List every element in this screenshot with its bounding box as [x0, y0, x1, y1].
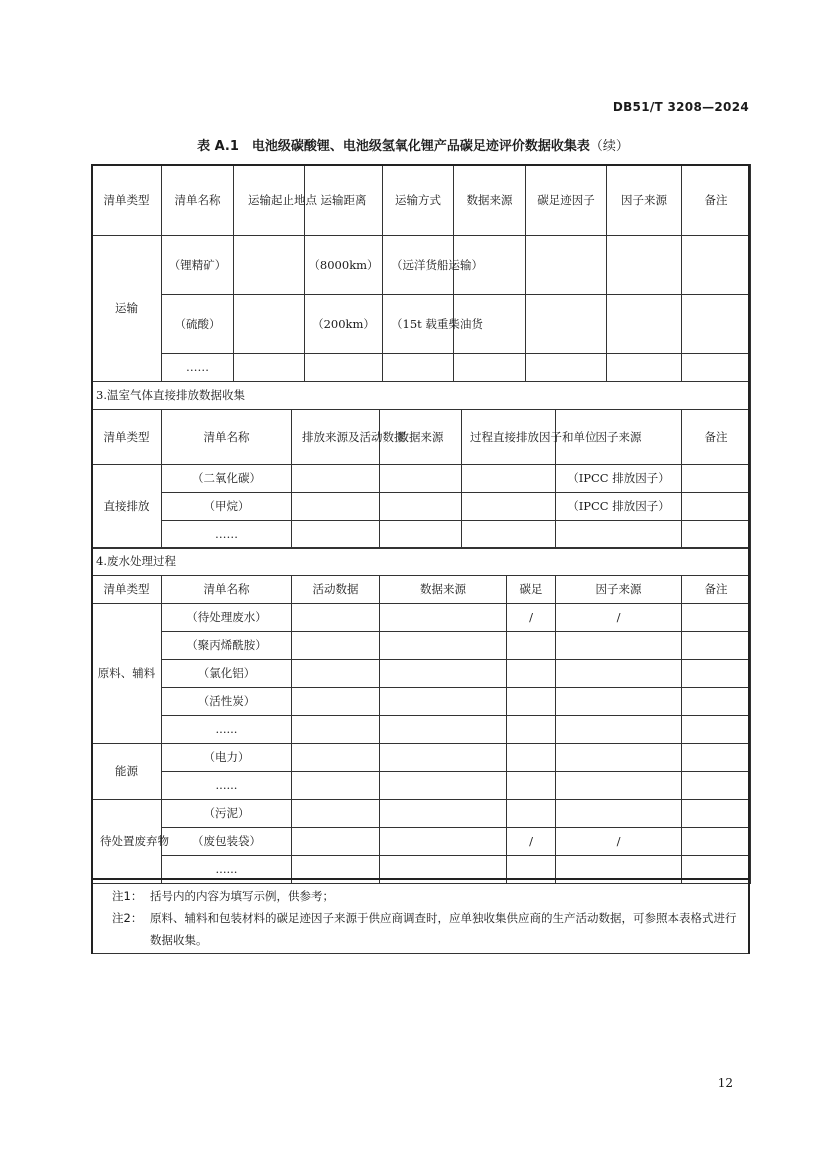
header-cell: 因子来源 — [556, 576, 682, 604]
list-type-cell: 运输 — [92, 236, 162, 382]
empty-cell — [682, 828, 751, 856]
empty-cell — [292, 465, 380, 493]
empty-cell — [380, 604, 507, 632]
table-row — [92, 354, 751, 382]
list-name-cell: （甲烷） — [162, 493, 292, 521]
header-cell: 数据来源 — [380, 410, 462, 465]
empty-cell — [682, 772, 751, 800]
empty-cell — [556, 716, 682, 744]
table-row — [92, 744, 751, 772]
empty-cell — [234, 236, 305, 295]
list-name-cell: （聚丙烯酰胺） — [162, 632, 292, 660]
empty-cell — [305, 354, 383, 382]
empty-cell — [682, 660, 751, 688]
wastewater-header-row — [92, 576, 751, 604]
empty-cell — [556, 521, 682, 549]
table-row — [92, 236, 751, 295]
list-name-cell: ...... — [162, 772, 292, 800]
empty-cell — [292, 716, 380, 744]
empty-cell — [556, 632, 682, 660]
table-row — [92, 632, 751, 660]
empty-cell — [462, 521, 556, 549]
header-cell: 因子来源 — [607, 165, 682, 236]
empty-cell — [462, 465, 556, 493]
empty-cell — [556, 772, 682, 800]
note-text: 原料、辅料和包装材料的碳足迹因子来源于供应商调查时，应单独收集供应商的生产活动数据，可参照本表格式进行数据收集。 — [150, 911, 737, 947]
ghg-table — [91, 381, 751, 549]
section-title: 4.废水处理过程 — [92, 548, 751, 576]
header-cell: 清单名称 — [162, 410, 292, 465]
empty-cell — [682, 688, 751, 716]
empty-cell — [526, 295, 607, 354]
empty-cell — [292, 521, 380, 549]
header-cell: 过程直接排放因子和单位 — [462, 410, 556, 465]
ghg-header-row — [92, 410, 751, 465]
list-name-cell: （废包装袋） — [162, 828, 292, 856]
list-name-cell: ...... — [162, 716, 292, 744]
carbon-cell: / — [507, 604, 556, 632]
carbon-cell: / — [507, 828, 556, 856]
list-name-cell: …… — [162, 354, 234, 382]
empty-cell — [380, 521, 462, 549]
empty-cell — [682, 716, 751, 744]
note-label: 注2： — [112, 911, 143, 925]
empty-cell — [383, 354, 454, 382]
empty-cell — [682, 632, 751, 660]
section-title-row — [92, 382, 751, 410]
mode-cell: （远洋货船运输） — [383, 236, 454, 295]
empty-cell — [292, 744, 380, 772]
wastewater-table — [91, 547, 751, 884]
empty-cell — [454, 354, 526, 382]
note-1 — [112, 885, 739, 907]
table-title — [0, 135, 826, 154]
distance-cell: （200km） — [305, 295, 383, 354]
table-row — [92, 493, 751, 521]
transport-table — [91, 164, 751, 382]
list-type-cell: 待处置废弃物 — [92, 800, 162, 884]
table-row — [92, 828, 751, 856]
transport-header-row — [92, 165, 751, 236]
empty-cell — [682, 493, 751, 521]
empty-cell — [507, 660, 556, 688]
empty-cell — [380, 632, 507, 660]
empty-cell — [607, 295, 682, 354]
page-number: 12 — [717, 1076, 733, 1090]
empty-cell — [380, 688, 507, 716]
empty-cell — [556, 660, 682, 688]
factor-source-cell: / — [556, 604, 682, 632]
list-name-cell: …… — [162, 521, 292, 549]
empty-cell — [292, 660, 380, 688]
empty-cell — [292, 604, 380, 632]
empty-cell — [292, 632, 380, 660]
empty-cell — [607, 354, 682, 382]
empty-cell — [607, 236, 682, 295]
empty-cell — [682, 295, 751, 354]
empty-cell — [234, 295, 305, 354]
note-text: 括号内的内容为填写示例，供参考； — [150, 889, 334, 903]
empty-cell — [507, 744, 556, 772]
empty-cell — [380, 660, 507, 688]
header-cell: 因子来源 — [556, 410, 682, 465]
factor-source-cell: / — [556, 828, 682, 856]
list-name-cell: （污泥） — [162, 800, 292, 828]
header-cell: 活动数据 — [292, 576, 380, 604]
empty-cell — [526, 354, 607, 382]
list-type-cell: 原料、辅料 — [92, 604, 162, 744]
list-name-cell: ...... — [162, 856, 292, 884]
note-2 — [112, 907, 739, 951]
table-row — [92, 688, 751, 716]
empty-cell — [682, 465, 751, 493]
empty-cell — [556, 744, 682, 772]
table-title-main: 表 A.1 电池级碳酸锂、电池级氢氧化锂产品碳足迹评价数据收集表 — [197, 139, 590, 154]
empty-cell — [462, 493, 556, 521]
header-cell: 清单类型 — [92, 410, 162, 465]
factor-source-cell: （IPCC 排放因子） — [556, 493, 682, 521]
empty-cell — [292, 493, 380, 521]
empty-cell — [380, 828, 507, 856]
distance-cell: （8000km） — [305, 236, 383, 295]
empty-cell — [380, 800, 507, 828]
header-cell: 备注 — [682, 165, 751, 236]
empty-cell — [682, 604, 751, 632]
header-cell: 运输距离 — [305, 165, 383, 236]
factor-source-cell: （IPCC 排放因子） — [556, 465, 682, 493]
empty-cell — [380, 493, 462, 521]
header-cell: 运输起止地点 — [234, 165, 305, 236]
list-name-cell: （待处理废水） — [162, 604, 292, 632]
list-name-cell: （电力） — [162, 744, 292, 772]
header-cell: 排放来源及活动数据 — [292, 410, 380, 465]
empty-cell — [556, 800, 682, 828]
list-type-cell: 能源 — [92, 744, 162, 800]
header-cell: 清单类型 — [92, 576, 162, 604]
list-name-cell: （二氧化碳） — [162, 465, 292, 493]
empty-cell — [292, 800, 380, 828]
table-row — [92, 295, 751, 354]
note-label: 注1： — [112, 889, 143, 903]
empty-cell — [507, 772, 556, 800]
header-cell: 运输方式 — [383, 165, 454, 236]
table-row — [92, 521, 751, 549]
table-row — [92, 800, 751, 828]
table-row — [92, 660, 751, 688]
empty-cell — [682, 800, 751, 828]
empty-cell — [682, 236, 751, 295]
empty-cell — [292, 772, 380, 800]
empty-cell — [507, 688, 556, 716]
mode-cell: （15t 载重柴油货 — [383, 295, 454, 354]
list-name-cell: （硫酸） — [162, 295, 234, 354]
empty-cell — [380, 465, 462, 493]
header-cell: 备注 — [682, 410, 751, 465]
section-title: 3.温室气体直接排放数据收集 — [92, 382, 751, 410]
empty-cell — [507, 716, 556, 744]
empty-cell — [682, 521, 751, 549]
header-cell: 数据来源 — [380, 576, 507, 604]
header-cell: 碳足 — [507, 576, 556, 604]
empty-cell — [380, 772, 507, 800]
list-name-cell: （活性炭） — [162, 688, 292, 716]
empty-cell — [380, 716, 507, 744]
empty-cell — [682, 744, 751, 772]
empty-cell — [292, 828, 380, 856]
header-cell: 备注 — [682, 576, 751, 604]
table-row — [92, 772, 751, 800]
document-code: DB51/T 3208—2024 — [612, 100, 749, 114]
header-cell: 碳足迹因子 — [526, 165, 607, 236]
table-title-continued: （续） — [589, 139, 629, 154]
empty-cell — [380, 744, 507, 772]
header-cell: 清单类型 — [92, 165, 162, 236]
header-cell: 清单名称 — [162, 165, 234, 236]
empty-cell — [507, 800, 556, 828]
list-type-cell: 直接排放 — [92, 465, 162, 549]
header-cell: 数据来源 — [454, 165, 526, 236]
list-name-cell: （锂精矿） — [162, 236, 234, 295]
table-row — [92, 604, 751, 632]
header-cell: 清单名称 — [162, 576, 292, 604]
empty-cell — [292, 688, 380, 716]
table-row — [92, 716, 751, 744]
empty-cell — [507, 632, 556, 660]
empty-cell — [682, 354, 751, 382]
notes-box — [91, 878, 750, 954]
empty-cell — [556, 688, 682, 716]
section-title-row — [92, 548, 751, 576]
empty-cell — [526, 236, 607, 295]
empty-cell — [234, 354, 305, 382]
list-name-cell: （氯化铝） — [162, 660, 292, 688]
table-row — [92, 465, 751, 493]
